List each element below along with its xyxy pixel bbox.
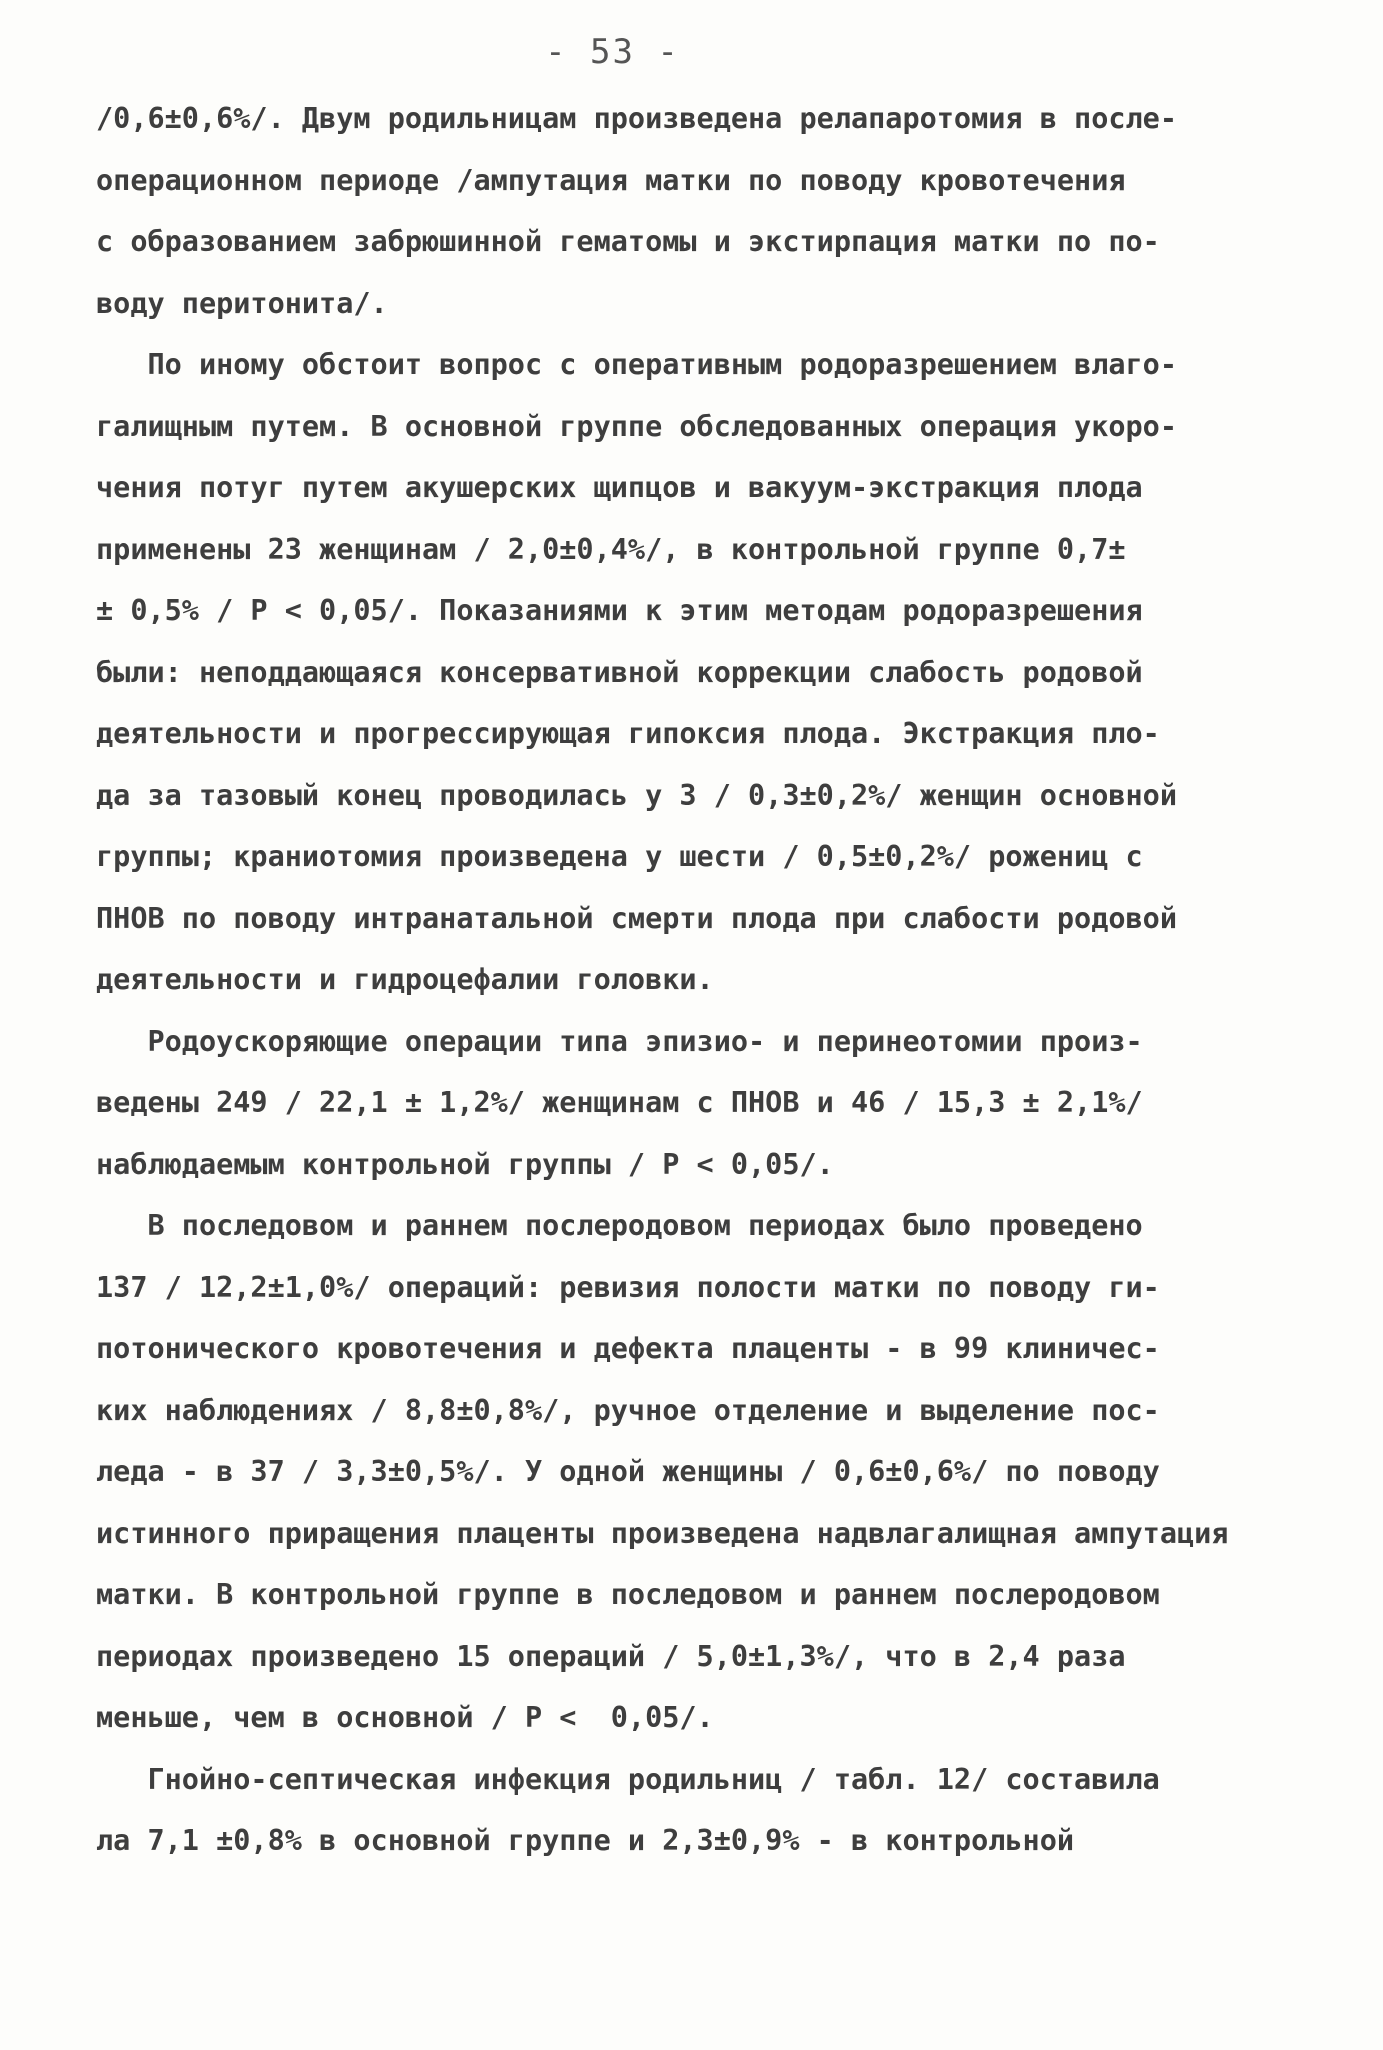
text-line: деятельности и гидроцефалии головки.	[96, 963, 714, 996]
text-line: были: неподдающаяся консервативной коррекции слабость родовой	[96, 655, 1143, 689]
text-line: применены 23 женщинам / 2,0±0,4%/, в контрольной группе 0,7±	[96, 532, 1126, 566]
page-number: - 53 -	[545, 32, 680, 72]
text-line: меньше, чем в основной / P < 0,05/.	[96, 1701, 714, 1734]
paragraph-start-line: Родоускоряющие операции типа эпизио- и перинеотомии произ-	[96, 1024, 1143, 1058]
text-line: /0,6±0,6%/. Двум родильницам произведена релапаротомия в после-	[96, 102, 1177, 135]
text-line: матки. В контрольной группе в последовом и раннем послеродовом	[96, 1578, 1160, 1611]
text-line: истинного приращения плаценты произведена надвлагалищная ампутация	[96, 1516, 1229, 1550]
text-line: ведены 249 / 22,1 ± 1,2%/ женщинам с ПНОВ и 46 / 15,3 ± 2,1%/	[96, 1086, 1143, 1119]
text-line: ла 7,1 ±0,8% в основной группе и 2,3±0,9% - в контрольной	[96, 1824, 1075, 1857]
body-text	[96, 88, 1306, 1872]
text-line: деятельности и прогрессирующая гипоксия плода. Экстракция пло-	[96, 717, 1160, 750]
text-line: ± 0,5% / P < 0,05/. Показаниями к этим методам родоразрешения	[96, 594, 1143, 627]
text-line: операционном периоде /ампутация матки по поводу кровотечения	[96, 163, 1126, 197]
text-line: галищным путем. В основной группе обследованных операция укоро-	[96, 409, 1177, 443]
text-line: 137 / 12,2±1,0%/ операций: ревизия полости матки по поводу ги-	[96, 1270, 1160, 1304]
text-line: ПНОВ по поводу интранатальной смерти плода при слабости родовой	[96, 901, 1177, 935]
text-line: с образованием забрюшинной гематомы и экстирпация матки по по-	[96, 225, 1160, 258]
text-line: чения потуг путем акушерских щипцов и вакуум-экстракция плода	[96, 471, 1143, 504]
text-line: потонического кровотечения и дефекта плаценты - в 99 клиничес-	[96, 1332, 1160, 1365]
text-line: группы; краниотомия произведена у шести / 0,5±0,2%/ рожениц с	[96, 840, 1143, 873]
paragraph-start-line: В последовом и раннем послеродовом периодах было проведено	[96, 1209, 1143, 1242]
text-line: воду перитонита/.	[96, 286, 388, 320]
text-line: ких наблюдениях / 8,8±0,8%/, ручное отделение и выделение пос-	[96, 1393, 1160, 1427]
text-line: периодах произведено 15 операций / 5,0±1,3%/, что в 2,4 раза	[96, 1639, 1126, 1673]
paragraph-start-line: По иному обстоит вопрос с оперативным родоразрешением влаго-	[96, 348, 1177, 381]
text-line: наблюдаемым контрольной группы / P < 0,05/.	[96, 1147, 834, 1181]
paragraph-start-line: Гнойно-септическая инфекция родильниц / табл. 12/ составила	[96, 1762, 1160, 1796]
text-line: леда - в 37 / 3,3±0,5%/. У одной женщины / 0,6±0,6%/ по поводу	[96, 1455, 1160, 1488]
text-line: да за тазовый конец проводилась у 3 / 0,3±0,2%/ женщин основной	[96, 778, 1177, 812]
